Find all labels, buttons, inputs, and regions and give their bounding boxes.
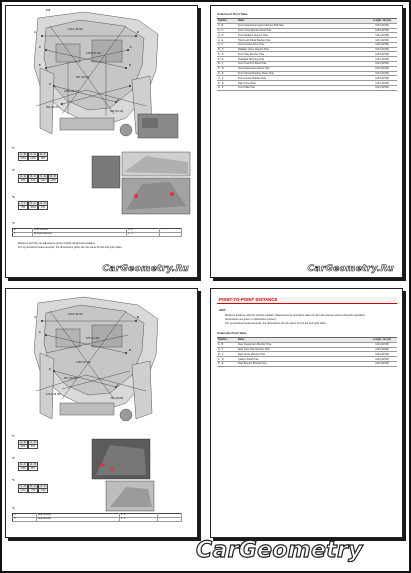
- table-row: B - C Rear Cross Member Hole 1234 (48.58): [217, 352, 397, 357]
- table-row: H Rear Bracket 3 - 4 ...: [13, 517, 182, 521]
- callout-d: D: [129, 349, 131, 352]
- col-length: Length, mm (in): [367, 338, 397, 343]
- legend-title: *1: [12, 435, 15, 438]
- col-name: Name: [237, 19, 367, 24]
- legend-values: 759 1002 875: [18, 205, 48, 210]
- callout-f: F: [117, 384, 119, 387]
- table-row: E Front Bumper 1 - 2 ...: [13, 229, 182, 233]
- callout-c: C: [39, 331, 41, 334]
- dimension-label: 759 (29.88): [110, 397, 124, 400]
- dimension-label: 987 (38.86): [76, 76, 90, 79]
- underside-table: [217, 337, 397, 367]
- callout-b: B: [137, 31, 139, 34]
- watermark: CarGeometry.Ru: [307, 264, 394, 274]
- hint-label: HINT:: [219, 309, 226, 312]
- legend-title: *1: [12, 147, 15, 150]
- table-row: B - C Radiator Upper Support Hole 1234 (48.58): [217, 47, 397, 52]
- legend-headers: I - J K - L G - H: [18, 201, 48, 206]
- col-symbol: Symbol: [217, 19, 237, 24]
- table-row: A - C Front Cross Member Rear Hole 1234 (48.58): [217, 28, 397, 33]
- legend-headers: A - H B - G C - F: [18, 484, 48, 489]
- col-name: Name: [237, 338, 367, 343]
- callout-e: E: [49, 368, 51, 371]
- dimension-label: 987 (38.86): [64, 377, 78, 380]
- note: For symmetrical measurements, the dimensions given are the same for left and right sides.: [18, 246, 123, 249]
- table-row: D - E Rear Bumper Bracket Hole 1234 (48.58): [217, 361, 397, 366]
- legend-headers: E - F G - H: [18, 462, 38, 467]
- page-4: [210, 288, 403, 538]
- col-symbol: Symbol: [217, 338, 237, 343]
- table-row: B - F Front Cowl Top Panel Hole 1234 (48.58): [217, 62, 397, 67]
- table-row: A - E Hood Lock Panel Bracket Hole 1234 (48.58): [217, 38, 397, 43]
- page-1: [5, 5, 198, 278]
- callout-h: H: [117, 99, 119, 102]
- callout-d: D: [129, 64, 131, 67]
- bullet-3: For symmetrical measurements, the dimensions are the same for the left and right sides.: [225, 322, 327, 325]
- table-row: C - E Front Shock Absorber Tower Hole 1234 (48.58): [217, 71, 397, 76]
- bullet-2: Dimensions are given in millimetres (inches).: [225, 318, 277, 321]
- watermark: CarGeometry.Ru: [102, 264, 189, 274]
- vehicle-underhood-diagram: [6, 289, 198, 538]
- legend-headers: A - B C - D E - F: [18, 152, 48, 157]
- callout-top: 110: [46, 9, 51, 12]
- dimension-label: 1234 (48.58): [68, 28, 83, 31]
- legend-values: 1234 1456 987: [18, 156, 48, 161]
- note: Measure with the car adjusted to gross vehicle weight and unladen.: [18, 242, 96, 245]
- callout-e: E: [39, 64, 41, 67]
- dimension-label: 1234 (48.58): [46, 393, 61, 396]
- legend-values: 652 843 1120 1305: [18, 178, 58, 183]
- bottom-table: [12, 228, 182, 237]
- table-row: A - B Rear Suspension Member Hole 1234 (48.58): [217, 342, 397, 347]
- legend-title: *3: [12, 196, 15, 199]
- underhood-table: [217, 18, 397, 91]
- watermark-large: CarGeometry: [196, 538, 363, 563]
- table-row: C - F Front Fender Bracket Hole 1234 (48.58): [217, 76, 397, 81]
- page-3: [5, 288, 198, 538]
- table-row: B - D Front Side Member Hole 1234 (48.58): [217, 52, 397, 57]
- dimension-label: 875 (34.45): [86, 337, 100, 340]
- bullet-1: Measure distance with the vehicle unladen. Measurements should be taken at the hole centres unless otherwise specified.: [225, 314, 366, 317]
- table-row: G Rear Bumper 1 - 2 ...: [13, 514, 182, 518]
- dimension-label: 652 (25.67): [46, 106, 60, 109]
- callout-b: B: [137, 316, 139, 319]
- legend-values: 1002 875: [18, 444, 38, 449]
- callout-f: F: [130, 46, 132, 49]
- legend-title: *3: [12, 479, 15, 482]
- bottom-table: [12, 513, 182, 522]
- table-heading: Underside Point Table: [217, 331, 247, 335]
- col-length: Length, mm (in): [367, 19, 397, 24]
- legend-values: 1456 987: [18, 466, 38, 471]
- dimension-label: 1456 (57.32): [76, 361, 91, 364]
- vehicle-underhood-diagram: [6, 6, 198, 278]
- section-title: POINT-TO-POINT DISTANCE: [219, 297, 278, 302]
- legend-values: 1234 759 1120: [18, 488, 48, 493]
- table-row: F Bracket Assembly 3 - 4 ...: [13, 232, 182, 236]
- callout-a: A: [34, 31, 36, 34]
- dimension-label: 843 (33.19): [110, 110, 124, 113]
- dimension-label: 1002 (39.45): [68, 313, 83, 316]
- table-row: D - E Dash Panel Hole 1234 (48.58): [217, 81, 397, 86]
- table-title: *4: [12, 222, 15, 225]
- table-row: A - C Rear Floor Side Member Hole 1234 (48.58): [217, 347, 397, 352]
- dimension-label: 1000 (39.37): [64, 90, 79, 93]
- legend-title: *2: [12, 169, 15, 172]
- table-row: C - D Quarter Panel Hole 1234 (48.58): [217, 357, 397, 362]
- table-heading: Underhood Point Table: [217, 12, 248, 16]
- table-row: A - B Front Suspension Upper Member Bolt Hole 1234 (48.58): [217, 23, 397, 28]
- page-2: [210, 5, 403, 278]
- table-row: A - F Front Fender Apron Hole 1234 (48.58): [217, 42, 397, 47]
- table-row: D - F Front Pillar Hole 1234 (48.58): [217, 85, 397, 90]
- legend-title: *2: [12, 457, 15, 460]
- legend-headers: A - E B - F C - G D - H: [18, 174, 58, 179]
- callout-c: C: [39, 46, 41, 49]
- callout-a: A: [34, 316, 36, 319]
- table-row: B - E Headlight Mounting Hole 1234 (48.58): [217, 57, 397, 62]
- dimension-label: 1456 (57.32): [86, 52, 101, 55]
- table-row: A - D Front Radiator Support Hole 1234 (48.58): [217, 33, 397, 38]
- legend-headers: A - B C - D: [18, 440, 38, 445]
- table-row: C - D Front Suspension Mount Hole 1234 (48.58): [217, 66, 397, 71]
- table-title: *4: [12, 507, 15, 510]
- callout-g: G: [49, 83, 52, 86]
